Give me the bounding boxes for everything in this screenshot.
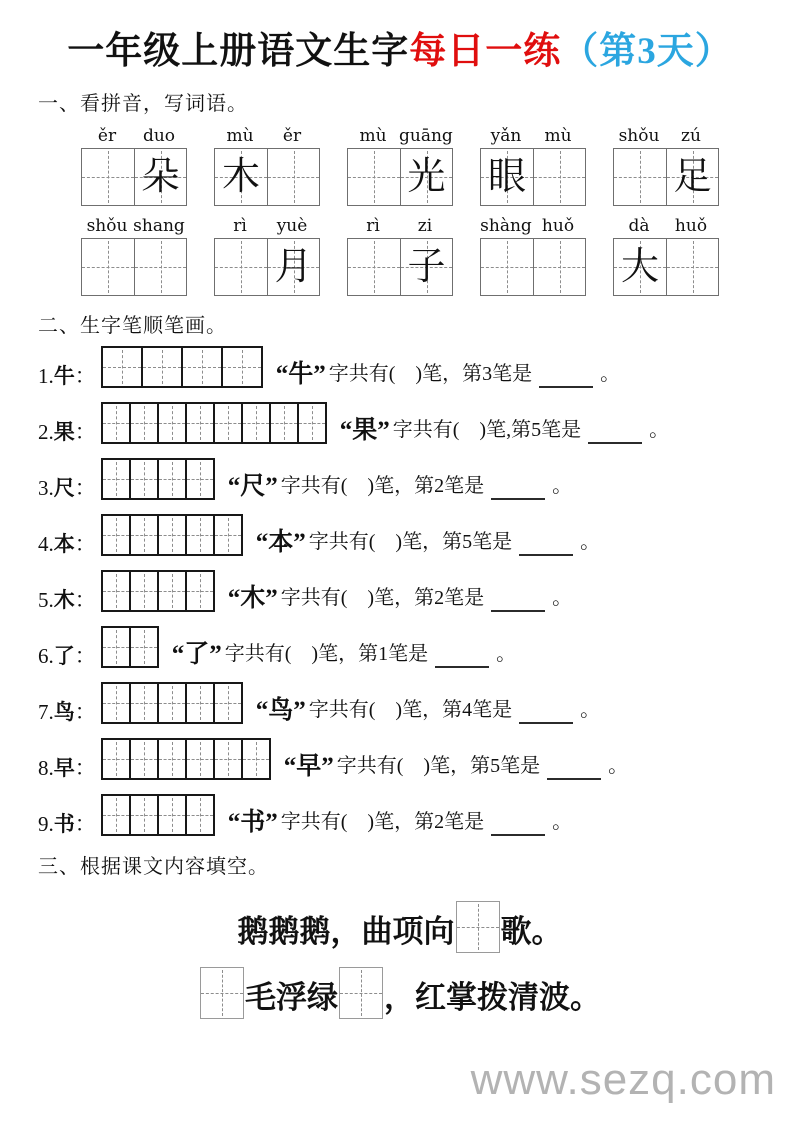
dashed-guide-horizontal <box>187 591 213 592</box>
question-text: 字共有( )笔,第5笔是 <box>392 419 582 442</box>
answer-blank <box>588 430 642 444</box>
dashed-guide-horizontal <box>667 267 718 268</box>
writing-grid <box>81 148 187 206</box>
dashed-guide-horizontal <box>103 535 129 536</box>
dashed-guide-horizontal <box>534 177 585 178</box>
pinyin-word-group <box>214 216 320 296</box>
answer-character: 光 <box>407 156 446 199</box>
item-character: 果 <box>53 420 75 445</box>
writing-cell <box>185 738 215 780</box>
poem-fill-blanks <box>0 901 800 1021</box>
item-character: 早 <box>53 756 75 781</box>
writing-cell <box>185 794 215 836</box>
writing-cell <box>129 570 159 612</box>
pinyin-label: huǒ <box>674 216 708 237</box>
answer-blank <box>435 654 489 668</box>
pinyin-word-group <box>347 126 453 206</box>
writing-cell <box>456 901 500 953</box>
stroke-item-label <box>38 532 96 556</box>
writing-cell <box>533 149 585 205</box>
writing-cell <box>134 149 186 205</box>
stroke-item <box>38 570 800 612</box>
item-number: 6. <box>38 644 54 669</box>
dashed-guide-horizontal <box>103 703 129 704</box>
dashed-guide-horizontal <box>159 815 185 816</box>
pinyin-labels <box>347 126 453 146</box>
dashed-guide-horizontal <box>348 267 400 268</box>
dashed-guide-horizontal <box>481 267 533 268</box>
dashed-guide-horizontal <box>131 703 157 704</box>
stroke-item <box>38 346 800 388</box>
pinyin-labels <box>81 216 187 236</box>
writing-cell <box>101 682 131 724</box>
sentence-period: 。 <box>600 363 621 386</box>
pinyin-label: yǎn <box>490 126 522 147</box>
writing-cell <box>101 794 131 836</box>
pinyin-labels <box>613 126 719 146</box>
dashed-guide-horizontal <box>187 703 213 704</box>
stroke-item-label <box>38 588 96 612</box>
answer-blank <box>491 486 545 500</box>
dashed-guide-horizontal <box>215 703 241 704</box>
stroke-box-strip <box>101 682 243 724</box>
writing-cell <box>400 239 452 295</box>
answer-character: 眼 <box>487 156 526 199</box>
pinyin-word-group <box>214 126 320 206</box>
dashed-guide-horizontal <box>215 423 241 424</box>
sentence-period: 。 <box>580 531 601 554</box>
pinyin-word-group <box>81 126 187 206</box>
poem-text: 歌。 <box>500 914 563 950</box>
item-colon: ： <box>74 532 96 557</box>
dashed-guide-horizontal <box>271 423 297 424</box>
writing-cell <box>157 570 187 612</box>
writing-cell <box>267 149 319 205</box>
dashed-guide-horizontal <box>215 535 241 536</box>
writing-cell <box>101 402 131 444</box>
item-colon: ： <box>74 588 96 613</box>
writing-cell <box>129 682 159 724</box>
dashed-guide-horizontal <box>131 647 157 648</box>
section3-heading: 三、根据课文内容填空。 <box>38 856 269 879</box>
pinyin-word-group <box>480 216 586 296</box>
page-title <box>0 0 800 74</box>
writing-cell <box>129 626 159 668</box>
pinyin-labels <box>214 216 320 236</box>
writing-cell <box>129 458 159 500</box>
writing-cell <box>213 514 243 556</box>
item-colon: ： <box>74 420 96 445</box>
item-colon: ： <box>74 812 96 837</box>
question-text: 字共有( )笔，第2笔是 <box>280 475 485 498</box>
stroke-item-label <box>38 364 96 388</box>
writing-cell <box>157 514 187 556</box>
answer-character: 子 <box>407 246 446 289</box>
sentence-period: 。 <box>552 811 573 834</box>
writing-cell <box>185 570 215 612</box>
stroke-box-strip <box>101 458 215 500</box>
quoted-character: “木” <box>227 585 278 613</box>
writing-cell <box>241 738 271 780</box>
dashed-guide-horizontal <box>457 927 499 928</box>
writing-cell <box>157 402 187 444</box>
dashed-guide-horizontal <box>243 759 269 760</box>
writing-cell <box>185 514 215 556</box>
item-character: 尺 <box>53 476 75 501</box>
answer-blank <box>491 822 545 836</box>
dashed-guide-horizontal <box>131 479 157 480</box>
writing-cell <box>157 682 187 724</box>
dashed-guide-horizontal <box>103 479 129 480</box>
writing-cell <box>185 402 215 444</box>
dashed-guide-horizontal <box>103 759 129 760</box>
writing-cell <box>82 149 134 205</box>
pinyin-label: guāng <box>399 126 453 147</box>
question-text: 字共有( )笔，第2笔是 <box>280 811 485 834</box>
writing-cell <box>215 239 267 295</box>
writing-cell <box>614 149 666 205</box>
writing-grid <box>81 238 187 296</box>
dashed-guide-horizontal <box>268 177 319 178</box>
dashed-guide-horizontal <box>82 177 134 178</box>
dashed-guide-horizontal <box>183 367 221 368</box>
writing-cell <box>157 794 187 836</box>
item-number: 1. <box>38 364 54 389</box>
writing-cell <box>157 738 187 780</box>
stroke-item-label <box>38 476 96 500</box>
writing-cell <box>129 738 159 780</box>
quoted-character: “鸟” <box>255 697 306 725</box>
writing-grid <box>480 238 586 296</box>
pinyin-label: mù <box>544 126 572 147</box>
section2-heading: 二、生字笔顺笔画。 <box>38 315 227 338</box>
pinyin-label: zi <box>417 216 433 237</box>
writing-cell <box>213 682 243 724</box>
dashed-guide-horizontal <box>534 267 585 268</box>
writing-cell <box>181 346 223 388</box>
pinyin-row-2 <box>0 216 800 296</box>
dashed-guide-horizontal <box>131 591 157 592</box>
pinyin-label: shǒu <box>86 216 128 237</box>
stroke-box-strip <box>101 402 327 444</box>
pinyin-labels <box>613 216 719 236</box>
dashed-guide-horizontal <box>159 703 185 704</box>
stroke-box-strip <box>101 738 271 780</box>
writing-cell <box>481 149 533 205</box>
answer-character: 朵 <box>141 156 180 199</box>
writing-cell <box>101 570 131 612</box>
pinyin-label: shǒu <box>618 126 660 147</box>
pinyin-label: mù <box>359 126 387 147</box>
pinyin-label: shang <box>133 216 185 237</box>
item-number: 5. <box>38 588 54 613</box>
dashed-guide-horizontal <box>348 177 400 178</box>
dashed-guide-horizontal <box>135 267 186 268</box>
quoted-character: “了” <box>171 641 222 669</box>
pinyin-labels <box>81 126 187 146</box>
writing-grid <box>613 238 719 296</box>
stroke-item <box>38 626 800 668</box>
pinyin-label: mù <box>226 126 254 147</box>
quoted-character: “牛” <box>275 361 326 389</box>
pinyin-labels <box>480 126 586 146</box>
item-character: 了 <box>53 644 75 669</box>
writing-cell <box>129 402 159 444</box>
item-colon: ： <box>74 476 96 501</box>
item-character: 书 <box>53 812 75 837</box>
dashed-guide-horizontal <box>103 647 129 648</box>
dashed-guide-horizontal <box>187 815 213 816</box>
writing-cell <box>481 239 533 295</box>
writing-cell <box>267 239 319 295</box>
writing-cell <box>348 149 400 205</box>
pinyin-label: rì <box>366 216 380 237</box>
stroke-item <box>38 794 800 836</box>
writing-cell <box>101 458 131 500</box>
pinyin-label: shàng <box>480 216 532 237</box>
answer-character: 月 <box>274 246 313 289</box>
stroke-items-list <box>38 346 800 836</box>
question-text: 字共有( )笔，第2笔是 <box>280 587 485 610</box>
quoted-character: “本” <box>255 529 306 557</box>
sentence-period: 。 <box>649 419 670 442</box>
writing-cell <box>185 458 215 500</box>
item-number: 3. <box>38 476 54 501</box>
answer-blank <box>491 598 545 612</box>
dashed-guide-horizontal <box>131 759 157 760</box>
question-text: 字共有( )笔，第1笔是 <box>224 643 429 666</box>
question-text: 字共有( )笔，第4笔是 <box>308 699 513 722</box>
answer-blank <box>547 766 601 780</box>
dashed-guide-horizontal <box>131 815 157 816</box>
pinyin-label: rì <box>233 216 247 237</box>
writing-cell <box>221 346 263 388</box>
stroke-box-strip <box>101 626 159 668</box>
dashed-guide-horizontal <box>243 423 269 424</box>
stroke-item <box>38 402 800 444</box>
writing-cell <box>101 346 143 388</box>
stroke-item-label <box>38 700 96 724</box>
item-number: 2. <box>38 420 54 445</box>
pinyin-word-group <box>613 216 719 296</box>
item-number: 8. <box>38 756 54 781</box>
writing-cell <box>614 239 666 295</box>
writing-cell <box>129 514 159 556</box>
pinyin-labels <box>480 216 586 236</box>
pinyin-word-group <box>480 126 586 206</box>
writing-cell <box>348 239 400 295</box>
dashed-guide-horizontal <box>187 479 213 480</box>
sentence-period: 。 <box>552 587 573 610</box>
answer-blank <box>539 374 593 388</box>
sentence-period: 。 <box>580 699 601 722</box>
pinyin-row-1 <box>0 126 800 206</box>
writing-cell <box>82 239 134 295</box>
dashed-guide-horizontal <box>131 423 157 424</box>
item-colon: ： <box>74 364 96 389</box>
dashed-guide-horizontal <box>299 423 325 424</box>
dashed-guide-horizontal <box>215 759 241 760</box>
dashed-guide-horizontal <box>223 367 261 368</box>
stroke-item-label <box>38 812 96 836</box>
dashed-guide-horizontal <box>103 815 129 816</box>
stroke-item-label <box>38 420 96 444</box>
stroke-item-label <box>38 644 96 668</box>
dashed-guide-horizontal <box>187 759 213 760</box>
dashed-guide-horizontal <box>187 423 213 424</box>
stroke-box-strip <box>101 346 263 388</box>
poem-line-1 <box>0 901 800 955</box>
item-colon: ： <box>74 756 96 781</box>
pinyin-label: zú <box>681 126 701 147</box>
dashed-guide-horizontal <box>159 759 185 760</box>
writing-grid <box>214 238 320 296</box>
stroke-item-label <box>38 756 96 780</box>
pinyin-word-group <box>81 216 187 296</box>
dashed-guide-horizontal <box>187 535 213 536</box>
writing-cell <box>666 239 718 295</box>
answer-character: 足 <box>673 156 712 199</box>
stroke-item <box>38 738 800 780</box>
stroke-item <box>38 682 800 724</box>
sentence-period: 。 <box>552 475 573 498</box>
item-character: 牛 <box>53 364 75 389</box>
poem-text: ，红掌拨清波。 <box>384 980 601 1016</box>
pinyin-label: yuè <box>276 216 308 237</box>
stroke-box-strip <box>101 794 215 836</box>
poem-text: 毛浮绿 <box>245 980 338 1016</box>
item-colon: ： <box>74 700 96 725</box>
pinyin-word-group <box>347 216 453 296</box>
item-number: 9. <box>38 812 54 837</box>
writing-cell <box>213 402 243 444</box>
answer-character: 大 <box>620 246 659 289</box>
writing-cell <box>200 967 244 1019</box>
title-red: 每日一练 <box>409 31 562 72</box>
writing-cell <box>533 239 585 295</box>
question-text: 字共有( )笔，第5笔是 <box>336 755 541 778</box>
dashed-guide-horizontal <box>103 591 129 592</box>
answer-blank <box>519 710 573 724</box>
answer-character: 木 <box>221 156 260 199</box>
writing-cell <box>215 149 267 205</box>
writing-cell <box>129 794 159 836</box>
writing-cell <box>213 738 243 780</box>
dashed-guide-horizontal <box>159 535 185 536</box>
title-black: 一年级上册语文生字 <box>67 31 410 72</box>
item-character: 木 <box>53 588 75 613</box>
item-character: 鸟 <box>53 700 75 725</box>
poem-text: 鹅鹅鹅，曲项向 <box>237 914 455 950</box>
question-text: 字共有( )笔，第5笔是 <box>308 531 513 554</box>
stroke-box-strip <box>101 514 243 556</box>
pinyin-labels <box>347 216 453 236</box>
dashed-guide-horizontal <box>159 423 185 424</box>
pinyin-label: huǒ <box>541 216 575 237</box>
writing-cell <box>400 149 452 205</box>
question-text: 字共有( )笔，第3笔是 <box>328 363 533 386</box>
writing-cell <box>157 458 187 500</box>
item-colon: ： <box>74 644 96 669</box>
writing-cell <box>185 682 215 724</box>
writing-grid <box>347 148 453 206</box>
dashed-guide-horizontal <box>131 535 157 536</box>
dashed-guide-horizontal <box>614 177 666 178</box>
dashed-guide-horizontal <box>82 267 134 268</box>
writing-cell <box>101 738 131 780</box>
item-number: 4. <box>38 532 54 557</box>
sentence-period: 。 <box>496 643 517 666</box>
dashed-guide-horizontal <box>159 479 185 480</box>
title-blue: （第3天） <box>561 31 733 72</box>
dashed-guide-horizontal <box>215 267 267 268</box>
item-number: 7. <box>38 700 54 725</box>
pinyin-label: ěr <box>282 126 302 147</box>
writing-cell <box>339 967 383 1019</box>
writing-cell <box>666 149 718 205</box>
stroke-box-strip <box>101 570 215 612</box>
dashed-guide-horizontal <box>103 423 129 424</box>
answer-blank <box>519 542 573 556</box>
stroke-item <box>38 458 800 500</box>
writing-cell <box>141 346 183 388</box>
writing-cell <box>101 514 131 556</box>
writing-cell <box>297 402 327 444</box>
pinyin-labels <box>214 126 320 146</box>
pinyin-label: dà <box>628 216 650 237</box>
dashed-guide-horizontal <box>201 993 243 994</box>
writing-grid <box>613 148 719 206</box>
writing-cell <box>269 402 299 444</box>
quoted-character: “书” <box>227 809 278 837</box>
writing-cell <box>134 239 186 295</box>
writing-cell <box>241 402 271 444</box>
quoted-character: “尺” <box>227 473 278 501</box>
poem-line-2 <box>0 967 800 1021</box>
pinyin-word-group <box>613 126 719 206</box>
section1-heading: 一、看拼音，写词语。 <box>38 93 248 116</box>
quoted-character: “果” <box>339 417 390 445</box>
dashed-guide-horizontal <box>143 367 181 368</box>
writing-grid <box>347 238 453 296</box>
quoted-character: “早” <box>283 753 334 781</box>
pinyin-label: ěr <box>97 126 117 147</box>
dashed-guide-horizontal <box>340 993 382 994</box>
writing-cell <box>101 626 131 668</box>
item-character: 本 <box>53 532 75 557</box>
dashed-guide-horizontal <box>159 591 185 592</box>
watermark: www.sezq.com <box>470 1055 776 1104</box>
stroke-item <box>38 514 800 556</box>
pinyin-label: duo <box>142 126 176 147</box>
writing-grid <box>214 148 320 206</box>
sentence-period: 。 <box>608 755 629 778</box>
writing-grid <box>480 148 586 206</box>
dashed-guide-horizontal <box>103 367 141 368</box>
